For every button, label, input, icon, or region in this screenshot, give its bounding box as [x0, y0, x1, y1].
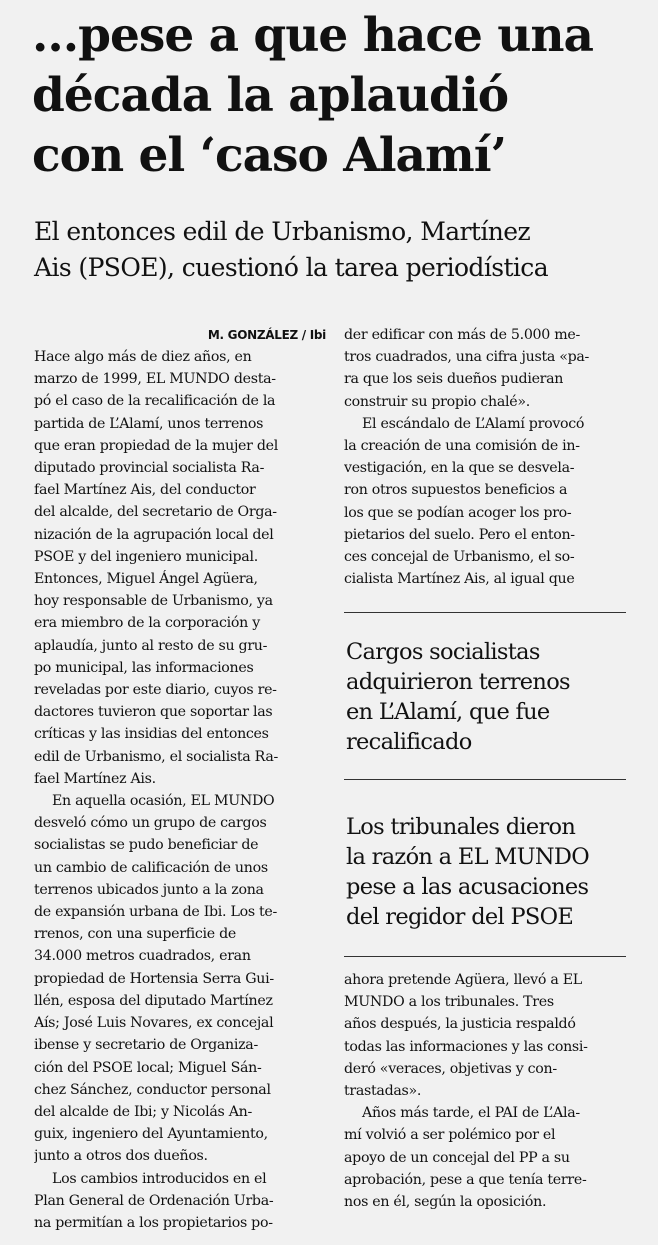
- pullquote-line: la razón a EL MUNDO: [346, 844, 589, 870]
- body-line: socialistas se pudo beneficiar de: [34, 837, 259, 854]
- body-line: El escándalo de L’Alamí provocó: [362, 415, 585, 432]
- body-line: Entonces, Miguel Ángel Agüera,: [34, 571, 258, 588]
- body-line: Aís; José Luis Novares, ex concejal: [34, 1015, 274, 1032]
- body-line: guix, ingeniero del Ayuntamiento,: [34, 1126, 268, 1143]
- pullquote-line: recalificado: [346, 729, 472, 755]
- body-line: de expansión urbana de Ibi. Los te-: [34, 904, 278, 921]
- body-line: deró «veraces, objetivas y con-: [344, 1060, 557, 1077]
- body-line: ra que los seis dueños pudieran: [344, 371, 564, 388]
- body-line: MUNDO a los tribunales. Tres: [344, 994, 554, 1011]
- body-line: trastadas».: [344, 1083, 422, 1100]
- body-line: del alcalde de Ibi; y Nicolás An-: [34, 1103, 252, 1120]
- headline-line: con el ‘caso Alamí’: [32, 128, 506, 183]
- body-line: ibense y secretario de Organiza-: [34, 1037, 258, 1054]
- body-line: apoyo de un concejal del PP a su: [344, 1149, 570, 1166]
- body-line: Años más tarde, el PAI de L’Ala-: [362, 1105, 580, 1122]
- byline: M. GONZÁLEZ / Ibi: [207, 328, 326, 342]
- body-line: desveló cómo un grupo de cargos: [34, 815, 267, 832]
- body-line: hoy responsable de Urbanismo, ya: [34, 593, 273, 610]
- pullquote-line: pese a las acusaciones: [346, 874, 589, 900]
- body-line: propiedad de Hortensia Serra Gui-: [34, 970, 274, 987]
- body-line: la creación de una comisión de in-: [344, 438, 580, 455]
- body-line: era miembro de la corporación y: [34, 615, 260, 632]
- body-line: que eran propiedad de la mujer del: [34, 437, 278, 454]
- headline-line: ...pese a que hace una: [32, 8, 594, 63]
- body-line: pó el caso de la recalificación de la: [34, 393, 276, 410]
- body-line: partida de L’Alamí, unos terrenos: [34, 415, 264, 432]
- body-line: ción del PSOE local; Miguel Sán-: [34, 1059, 262, 1076]
- body-line: ces concejal de Urbanismo, el so-: [344, 549, 575, 566]
- body-line: rrenos, con una superficie de: [34, 926, 236, 943]
- body-line: junto a otros dos dueños.: [34, 1148, 208, 1165]
- body-line: 34.000 metros cuadrados, eran: [34, 948, 251, 965]
- body-line: los que se podían acoger los pro-: [344, 504, 572, 521]
- body-line: mí volvió a ser polémico por el: [344, 1127, 556, 1144]
- body-line: llén, esposa del diputado Martínez: [34, 992, 273, 1009]
- body-line: marzo de 1999, EL MUNDO desta-: [34, 371, 276, 388]
- divider-rule: [344, 956, 626, 957]
- body-line: críticas y las insidias del entonces: [34, 726, 269, 743]
- body-line: chez Sánchez, conductor personal: [34, 1081, 271, 1098]
- body-line: terrenos ubicados junto a la zona: [34, 881, 264, 898]
- body-line: fael Martínez Ais.: [34, 770, 156, 787]
- pullquote-2: [346, 812, 636, 932]
- pullquote-line: en L’Alamí, que fue: [346, 699, 550, 725]
- headline-line: década la aplaudió: [32, 68, 509, 123]
- body-line: reveladas por este diario, cuyos re-: [34, 682, 277, 699]
- body-line: na permitían a los propietarios po-: [34, 1214, 273, 1231]
- body-line: aprobación, pese a que tenía terre-: [344, 1171, 587, 1188]
- body-line: tros cuadrados, una cifra justa «pa-: [344, 349, 590, 366]
- body-line: edil de Urbanismo, el socialista Ra-: [34, 748, 278, 765]
- divider-rule: [344, 779, 626, 780]
- body-line: dactores tuvieron que soportar las: [34, 704, 273, 721]
- pullquote-1: [346, 637, 636, 757]
- body-line: ahora pretende Agüera, llevó a EL: [344, 972, 582, 988]
- body-line: po municipal, las informaciones: [34, 659, 254, 676]
- body-line: Hace algo más de diez años, en: [34, 349, 252, 365]
- subheadline: [34, 214, 654, 286]
- body-line: nos en él, según la oposición.: [344, 1194, 547, 1211]
- body-line: fael Martínez Ais, del conductor: [34, 482, 256, 499]
- subheadline-line: Ais (PSOE), cuestionó la tarea periodística: [34, 253, 549, 282]
- body-line: aplaudía, junto al resto de su gru-: [34, 637, 268, 654]
- body-line: En aquella ocasión, EL MUNDO: [52, 793, 275, 810]
- body-line: construir su propio chalé».: [344, 393, 530, 410]
- body-line: Plan General de Ordenación Urba-: [34, 1192, 274, 1209]
- body-line: pietarios del suelo. Pero el enton-: [344, 526, 575, 543]
- pullquote-line: adquirieron terrenos: [346, 669, 570, 695]
- body-column-left: [34, 324, 326, 1234]
- body-line: diputado provincial socialista Ra-: [34, 460, 265, 477]
- body-line: todas las informaciones y las consi-: [344, 1038, 588, 1055]
- body-line: PSOE y del ingeniero municipal.: [34, 548, 258, 565]
- subheadline-line: El entonces edil de Urbanismo, Martínez: [34, 217, 531, 246]
- body-line: un cambio de calificación de unos: [34, 859, 268, 876]
- body-line: ron otros supuestos beneficios a: [344, 482, 568, 499]
- body-line: nización de la agrupación local del: [34, 526, 274, 543]
- body-line: del alcalde, del secretario de Orga-: [34, 504, 277, 521]
- body-column-right-bottom: [344, 969, 630, 1213]
- pullquote-line: Cargos socialistas: [346, 639, 540, 665]
- body-line: cialista Martínez Ais, al igual que: [344, 571, 575, 588]
- body-column-right-top: [344, 324, 630, 590]
- body-line: der edificar con más de 5.000 me-: [344, 327, 580, 343]
- body-line: vestigación, en la que se desvela-: [344, 460, 575, 477]
- body-line: años después, la justicia respaldó: [344, 1016, 576, 1033]
- body-line: Los cambios introducidos en el: [52, 1170, 267, 1187]
- headline: [32, 6, 652, 186]
- divider-rule: [344, 612, 626, 613]
- pullquote-line: del regidor del PSOE: [346, 904, 574, 930]
- pullquote-line: Los tribunales dieron: [346, 814, 576, 840]
